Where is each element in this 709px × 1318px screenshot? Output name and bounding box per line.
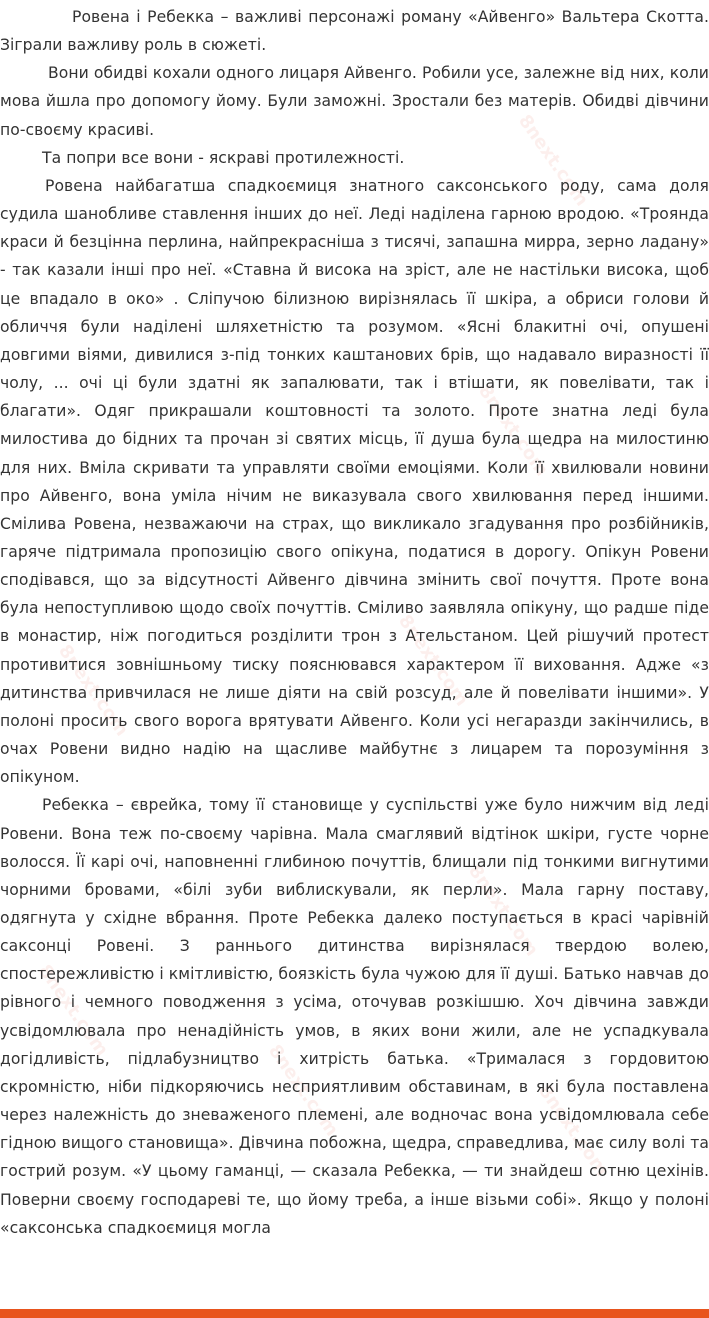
watermark: 8next.com — [264, 1040, 343, 1141]
document-body — [0, 3, 709, 1242]
paragraph-text: Ровена найбагатша спадкоємиця знатного саксонського роду, сама доля судила шанобливе ставлення інших до неї. Леді наділена гарною вродою. «Троянда краси й безцінна перлина, найпрекрасніша з тисячі, запашна мирра, зерно ладану» - так казали інші про неї. «Ставна й висока на зріст, але не настільки висока, щоб це впадало в око» . Сліпучою білизною вирізнялась її шкіра, а обриси голови й обличчя були наділені шляхетністю та розумом. «Ясні блакитні очі, опушені довгими віями, дивилися з-під тонких каштанових брів, що надавало виразності її чолу, ... очі ці були здатні як запалювати, так і втішати, як повелівати, так і благати». Одяг прикрашали коштовності та золото. Проте знатна леді була милостива до бідних та прочан зі святих місць, її душа була щедра на милостиню для них. Вміла скривати та управляти своїми емоціями. Коли її хвилювали новини про Айвенго, вона уміла нічим не виказувала свого хвилювання перед іншими. Смілива Ровена, незважаючи на страх, що викликало згадування про розбійників, гаряче підтримала пропозицію свого опікуна, податися в дорогу. Опікун Ровени сподівався, що за відсутності Айвенго дівчина змінить свої почуття. Проте вона була непоступливою щодо своїх почуттів. Сміливо заявляла опікуну, що радше піде в монастир, ніж погодиться розділити трон з Ательстаном. Цей рішучий протест противитися зовнішньому тиску пояснювався характером її виховання. Адже «з дитинства привчилася не лише діяти на свій розсуд, але й повелівати іншими». У полоні просить свого ворога врятувати Айвенго. Коли усі негаразди закінчились, в очах Ровени видно надію на щасливе майбутнє з лицарем та порозуміння з опікуном. — [0, 176, 709, 787]
paragraph — [0, 59, 709, 143]
paragraph — [0, 791, 709, 1242]
bottom-accent-bar — [0, 1309, 709, 1318]
watermark: 8next.com — [464, 860, 543, 961]
watermark: 8next.com — [54, 640, 133, 741]
watermark: 8next.com — [394, 610, 473, 711]
paragraph-text: Ребекка – єврейка, тому її становище у суспільстві уже було нижчим від леді Ровени. Вона теж по-своєму чарівна. Мала смаглявий відтінок шкіри, густе чорне волосся. Її карі очі, наповненні глибиною почуттів, блищали під тонкими вигнутими чорними бровами, «білі зуби виблискували, як перли». Мала гарну поставу, одягнута у східне вбрання. Проте Ребекка далеко поступається в красі чарівній саксонці Ровені. З раннього дитинства вирізнялася твердою волею, спостережливістю і кмітливістю, боязкість була чужою для її душі. Батько навчав до рівного і чемного поводження з усіма, оточував розкішшю. Хоч дівчина завжди усвідомлювала про ненадійність умов, в яких вони жили, але не успадкувала догідливість, підлабузництво і хитрість батька. «Трималася з гордовитою скромністю, ніби підкоряючись несприятливим обставинам, в які була поставлена через належність до зневаженого племені, але водночас вона усвідомлювала себе гідною вищого становища». Дівчина побожна, щедра, справедлива, має силу волі та гострий розум. «У цьому гаманці, — сказала Ребекка, — ти знайдеш сотню цехінів. Поверни своєму господареві те, що йому треба, а інше візьми собі». Якщо у полоні «саксонська спадкоємиця могла — [0, 796, 709, 1237]
watermark: 8next.com — [474, 380, 553, 481]
paragraph-text: Вони обидві кохали одного лицаря Айвенго. Робили усе, залежне від них, коли мова йшла про допомогу йому. Були заможні. Зростали без матерів. Обидві дівчини по-своєму красиві. — [0, 64, 709, 139]
paragraph — [0, 3, 709, 59]
paragraph-text: Та попри все вони - яскраві протилежності. — [42, 148, 405, 167]
paragraph — [0, 144, 709, 172]
watermark: 8next.com — [534, 1080, 613, 1181]
watermark: 8next.com — [34, 960, 113, 1061]
paragraph — [0, 172, 709, 791]
watermark: 8next.com — [514, 110, 593, 211]
paragraph-text: Ровена і Ребекка – важливі персонажі роману «Айвенго» Вальтера Скотта. Зіграли важливу роль в сюжеті. — [0, 8, 709, 55]
